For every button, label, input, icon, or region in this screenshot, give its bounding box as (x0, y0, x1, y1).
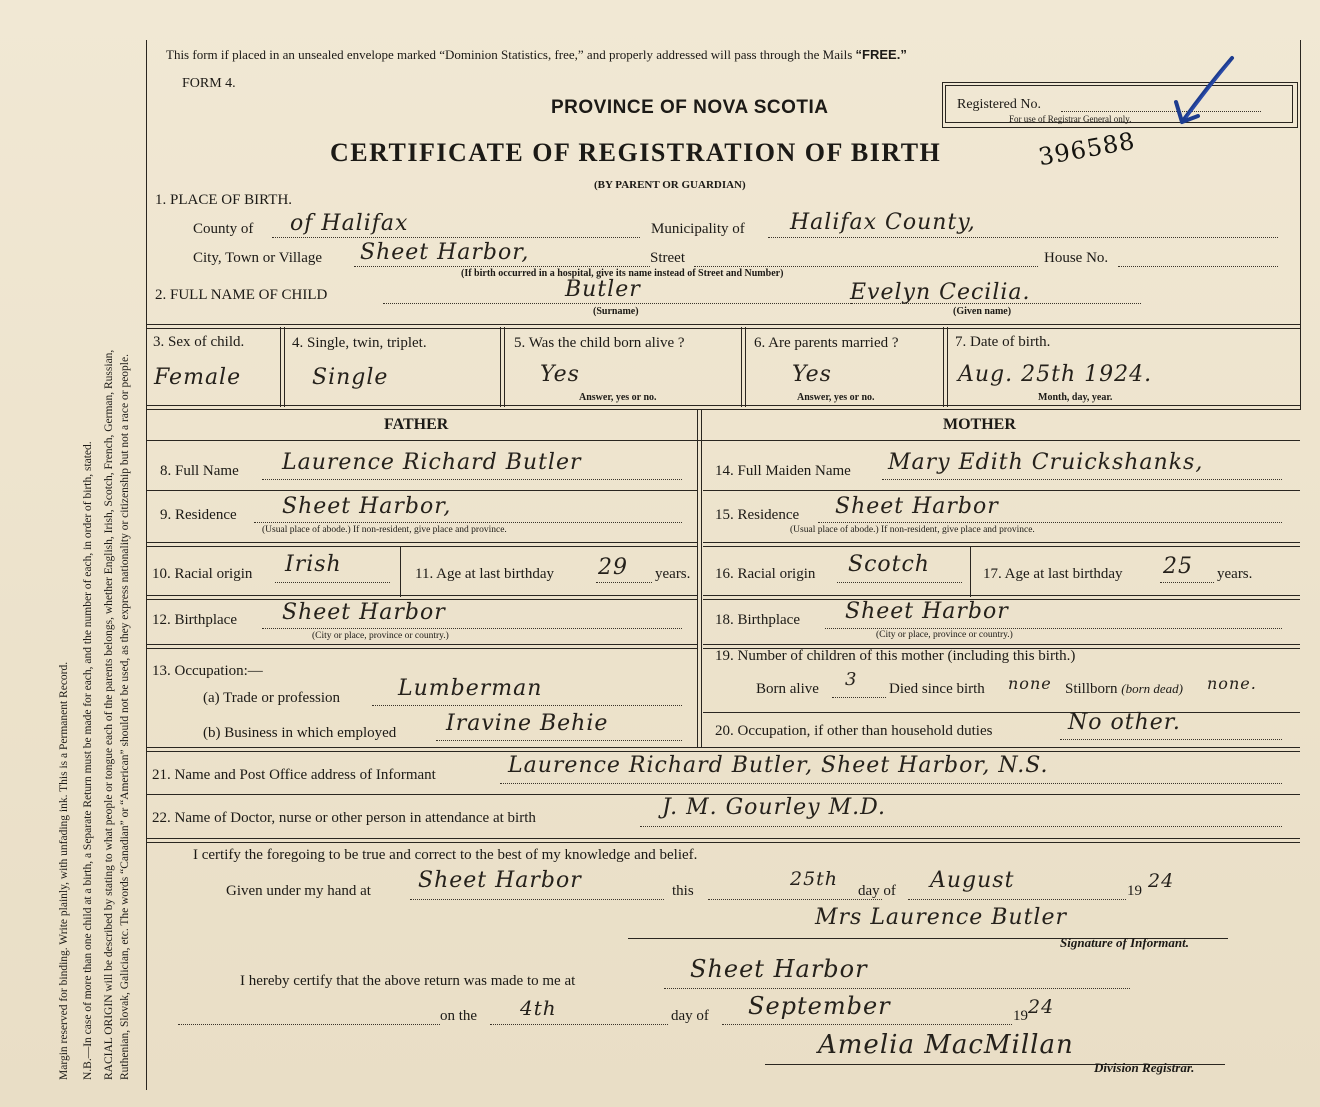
informant-value: Laurence Richard Butler, Sheet Harbor, N.S. (508, 753, 1049, 778)
born-alive-caption: Answer, yes or no. (579, 392, 657, 403)
given-year-prefix: 19 (1127, 883, 1142, 899)
mother-age-unit: years. (1217, 566, 1253, 582)
registrar-signature-caption: Division Registrar. (1094, 1060, 1195, 1075)
stillborn-count: none. (1207, 674, 1257, 693)
father-birthplace-label: 12. Birthplace (152, 612, 237, 628)
died-since-birth-label: Died since birth (889, 681, 985, 697)
registrar-year: 24 (1028, 996, 1055, 1018)
mother-birthplace-caption: (City or place, province or country.) (876, 630, 1013, 640)
given-place: Sheet Harbor (418, 868, 582, 893)
blue-check-mark (1160, 50, 1240, 140)
frame-right (1300, 40, 1301, 410)
given-month: August (930, 868, 1015, 893)
father-business-label: (b) Business in which employed (203, 725, 397, 741)
surname-caption: (Surname) (593, 306, 639, 317)
born-alive-count: 3 (845, 669, 858, 690)
father-occupation-label: 13. Occupation:— (152, 663, 263, 679)
mother-racial: Scotch (848, 552, 930, 577)
certificate-subtitle: (BY PARENT OR GUARDIAN) (594, 179, 746, 191)
province-heading: PROVINCE OF NOVA SCOTIA (551, 97, 829, 118)
child-surname: Butler (565, 277, 641, 302)
mother-children-label: 19. Number of children of this mother (including this birth.) (715, 648, 1076, 664)
married-caption: Answer, yes or no. (797, 392, 875, 403)
form-number: FORM 4. (182, 76, 236, 91)
mother-residence-caption: (Usual place of abode.) If non-resident, give place and province. (790, 525, 1035, 535)
father-racial-label: 10. Racial origin (152, 566, 253, 582)
married-value: Yes (792, 362, 832, 387)
city-value: Sheet Harbor, (360, 240, 530, 265)
mother-age-label: 17. Age at last birthday (983, 566, 1123, 582)
place-of-birth-label: 1. PLACE OF BIRTH. (155, 192, 293, 208)
sex-value: Female (154, 365, 242, 390)
born-alive-label: 5. Was the child born alive ? (514, 335, 685, 351)
child-given-name: Evelyn Cecilia. (850, 280, 1031, 305)
mother-residence: Sheet Harbor (835, 494, 999, 519)
municipality-value: Halifax County, (790, 210, 976, 235)
father-name-label: 8. Full Name (160, 463, 239, 479)
this-label: this (672, 883, 694, 899)
county-label: County of (193, 221, 254, 237)
mother-heading: MOTHER (943, 416, 1016, 433)
doctor-value: J. M. Gourley M.D. (662, 795, 886, 820)
mother-racial-label: 16. Racial origin (715, 566, 816, 582)
sex-label: 3. Sex of child. (153, 334, 245, 350)
registrar-day-of-label: day of (671, 1008, 709, 1024)
given-day-of-label: day of (858, 883, 896, 899)
married-label: 6. Are parents married ? (754, 335, 899, 351)
city-label: City, Town or Village (193, 250, 323, 266)
mother-occupation-label: 20. Occupation, if other than household duties (715, 723, 993, 739)
registrar-on-label: on the (440, 1008, 478, 1024)
father-age-unit: years. (655, 566, 691, 582)
mother-birthplace: Sheet Harbor (845, 599, 1009, 624)
father-residence-caption: (Usual place of abode.) If non-resident, give place and province. (262, 525, 507, 535)
registrar-statement: I hereby certify that the above return was made to me at (240, 973, 576, 989)
given-day: 25th (790, 868, 839, 890)
street-label: Street (650, 250, 685, 266)
informant-label: 21. Name and Post Office address of Informant (152, 767, 436, 783)
father-racial: Irish (285, 552, 342, 577)
born-alive-value: Yes (540, 362, 580, 387)
father-trade: Lumberman (398, 676, 543, 701)
hospital-note: (If birth occurred in a hospital, give its name instead of Street and Number) (461, 268, 784, 279)
mother-residence-label: 15. Residence (715, 507, 800, 523)
dob-label: 7. Date of birth. (955, 334, 1051, 350)
county-value: of Halifax (290, 211, 409, 236)
municipality-label: Municipality of (651, 221, 745, 237)
plurality-value: Single (312, 365, 389, 390)
given-under-hand-label: Given under my hand at (226, 883, 371, 899)
father-trade-label: (a) Trade or profession (203, 690, 341, 706)
father-business: Iravine Behie (446, 711, 609, 736)
registrar-signature: Amelia MacMillan (818, 1030, 1074, 1060)
dob-caption: Month, day, year. (1038, 392, 1113, 403)
side-note-binding: Margin reserved for binding. Write plainly, with unfading ink. This is a Permanent Record. (58, 661, 70, 1080)
mother-name: Mary Edith Cruickshanks, (888, 450, 1204, 475)
registered-number: 396588 (1036, 126, 1138, 172)
died-since-birth: none (1008, 674, 1052, 693)
given-name-caption: (Given name) (953, 306, 1012, 317)
stillborn-label: Stillborn (born dead) (1065, 681, 1184, 697)
father-age-label: 11. Age at last birthday (415, 566, 554, 582)
doctor-label: 22. Name of Doctor, nurse or other person in attendance at birth (152, 810, 536, 826)
mother-occupation: No other. (1068, 710, 1181, 735)
mail-notice: This form if placed in an unsealed envelope marked “Dominion Statistics, free,” and properly addressed will pass through the Mails “FREE.” (166, 47, 907, 62)
registered-label: Registered No. (957, 97, 1041, 112)
side-note-racial-origin-2: Ruthenian, Slovak, Galician, etc. The words “Canadian” or “American” should not be used, as they express nationality or citizenship but not a race or people. (119, 354, 131, 1080)
frame-left (146, 40, 147, 1090)
dob-value: Aug. 25th 1924. (958, 362, 1153, 387)
mother-name-label: 14. Full Maiden Name (715, 463, 851, 479)
certify-statement: I certify the foregoing to be true and correct to the best of my knowledge and belief. (193, 847, 698, 863)
registrar-place: Sheet Harbor (690, 955, 868, 983)
child-name-label: 2. FULL NAME OF CHILD (155, 287, 328, 303)
registrar-year-prefix: 19 (1013, 1008, 1028, 1024)
father-birthplace-caption: (City or place, province or country.) (312, 631, 449, 641)
given-year: 24 (1148, 870, 1175, 892)
house-number-label: House No. (1044, 250, 1109, 266)
informant-signature: Mrs Laurence Butler (815, 905, 1068, 930)
born-alive-count-label: Born alive (756, 681, 819, 697)
informant-signature-caption: Signature of Informant. (1060, 935, 1189, 950)
side-note-multiple-births: N.B.—In case of more than one child at a birth, a Separate Return must be made for each, and the number of each, in order of birth, stated. (82, 441, 94, 1080)
mother-age: 25 (1163, 554, 1193, 579)
mother-birthplace-label: 18. Birthplace (715, 612, 800, 628)
certificate-title: CERTIFICATE OF REGISTRATION OF BIRTH (330, 138, 942, 167)
father-residence: Sheet Harbor, (282, 494, 452, 519)
father-heading: FATHER (384, 416, 449, 433)
father-name: Laurence Richard Butler (282, 450, 582, 475)
father-age: 29 (598, 555, 628, 580)
side-note-racial-origin: RACIAL ORIGIN will be described by stating to what people or tongue each of the parents belongs, whether English, Irish, Scotch, French, German, Russian, (103, 349, 115, 1080)
plurality-label: 4. Single, twin, triplet. (292, 335, 427, 351)
registered-box (942, 82, 1298, 128)
registrar-month: September (748, 992, 891, 1020)
registrar-day: 4th (520, 996, 557, 1020)
father-residence-label: 9. Residence (160, 507, 237, 523)
registered-note: For use of Registrar General only. (1009, 114, 1132, 124)
father-birthplace: Sheet Harbor (282, 600, 446, 625)
